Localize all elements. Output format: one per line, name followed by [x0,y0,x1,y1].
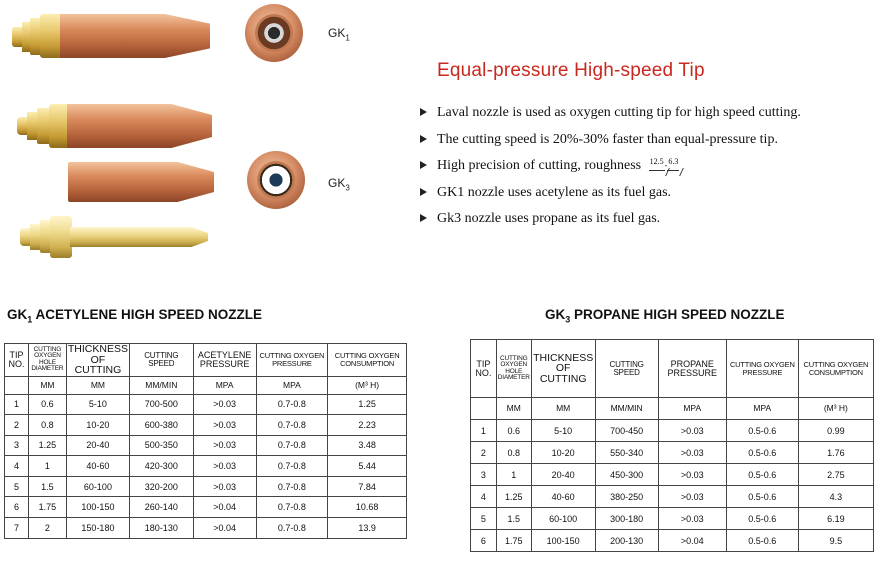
col-header-thickness: THICKNESS OF CUTTING [531,340,595,398]
gk3-face-label: $GK_3$ [328,176,350,193]
page-title: Equal-pressure High-speed Tip [437,60,705,81]
cell-thickness: 40-60 [66,456,129,477]
cell-diameter: 1 [28,456,66,477]
unit-speed: MM/MIN [595,398,658,420]
unit-oxygen-consumption: (M³ H) [798,398,873,420]
cell-oxygen-pressure: 0.7-0.8 [256,497,328,518]
cell-oxygen-pressure: 0.5-0.6 [726,420,798,442]
cell-fuel-pressure: >0.03 [658,442,726,464]
cell-speed: 260-140 [129,497,193,518]
table-row [471,442,874,464]
cell-tip: 6 [471,530,497,552]
roughness-symbol: 12.5-6.3 [649,157,680,175]
cell-speed: 200-130 [595,530,658,552]
table-row [5,456,407,477]
cell-thickness: 60-100 [66,476,129,497]
cell-tip: 4 [471,486,497,508]
cell-speed: 600-380 [129,415,193,436]
col-header-oxygen-pressure: CUTTING OXYGEN PRESSURE [726,340,798,398]
unit-oxygen-consumption: (M³ H) [328,376,407,394]
cell-oxygen-pressure: 0.5-0.6 [726,530,798,552]
cell-tip: 5 [471,508,497,530]
table-row [471,530,874,552]
cell-fuel-pressure: >0.03 [193,476,256,497]
unit-fuel-pressure: MPA [658,398,726,420]
cell-thickness: 10-20 [531,442,595,464]
unit-tip [471,398,497,420]
feature-item: Gk3 nozzle uses propane as its fuel gas. [418,210,801,237]
feature-item: High precision of cutting, roughness 12.5-6.3 [418,157,801,184]
col-header-oxygen-consumption: CUTTING OXYGEN CONSUMPTION [798,340,873,398]
col-header-fuel-pressure: PROPANE PRESSURE [658,340,726,398]
cell-diameter: 1.5 [28,476,66,497]
cell-tip: 4 [5,456,29,477]
cell-oxygen-pressure: 0.7-0.8 [256,435,328,456]
table-row [471,464,874,486]
col-header-oxygen-consumption: CUTTING OXYGEN CONSUMPTION [328,344,407,377]
col-header-oxygen-pressure: CUTTING OXYGEN PRESSURE [256,344,328,377]
cell-thickness: 60-100 [531,508,595,530]
cell-thickness: 5-10 [66,394,129,415]
cell-thickness: 40-60 [531,486,595,508]
cell-fuel-pressure: >0.03 [658,464,726,486]
cell-oxygen-pressure: 0.7-0.8 [256,394,328,415]
bullet-arrow-icon [420,108,427,116]
cell-diameter: 1 [496,464,531,486]
bullet-arrow-icon [420,214,427,222]
cell-oxygen-consumption: 1.76 [798,442,873,464]
cell-tip: 7 [5,518,29,539]
table-row [471,486,874,508]
table-row [5,476,407,497]
cell-thickness: 5-10 [531,420,595,442]
cell-oxygen-consumption: 5.44 [328,456,407,477]
cell-oxygen-pressure: 0.7-0.8 [256,518,328,539]
cell-fuel-pressure: >0.03 [658,420,726,442]
cell-fuel-pressure: >0.03 [658,486,726,508]
cell-tip: 2 [471,442,497,464]
cell-thickness: 100-150 [531,530,595,552]
unit-speed: MM/MIN [129,376,193,394]
cell-tip: 6 [5,497,29,518]
feature-item: GK1 nozzle uses acetylene as its fuel gas. [418,184,801,211]
cell-fuel-pressure: >0.03 [193,456,256,477]
unit-tip [5,376,29,394]
unit-diameter: MM [28,376,66,394]
cell-oxygen-pressure: 0.7-0.8 [256,456,328,477]
col-header-tip: TIP NO. [5,344,29,377]
unit-thickness: MM [531,398,595,420]
cell-thickness: 100-150 [66,497,129,518]
cell-oxygen-pressure: 0.7-0.8 [256,415,328,436]
feature-list [418,104,801,237]
cell-diameter: 0.6 [496,420,531,442]
cell-speed: 320-200 [129,476,193,497]
col-header-tip: TIP NO. [471,340,497,398]
unit-thickness: MM [66,376,129,394]
cell-oxygen-consumption: 1.25 [328,394,407,415]
cell-fuel-pressure: >0.04 [193,518,256,539]
table-row [5,435,407,456]
cell-speed: 550-340 [595,442,658,464]
bullet-arrow-icon [420,135,427,143]
cell-diameter: 0.8 [496,442,531,464]
unit-oxygen-pressure: MPA [726,398,798,420]
cell-oxygen-pressure: 0.5-0.6 [726,464,798,486]
cell-speed: 700-450 [595,420,658,442]
cell-oxygen-consumption: 13.9 [328,518,407,539]
cell-diameter: 2 [28,518,66,539]
cell-tip: 1 [471,420,497,442]
table-row [5,518,407,539]
col-header-diameter: CUTTING OXYGEN HOLE DIAMETER [496,340,531,398]
cell-speed: 700-500 [129,394,193,415]
cell-oxygen-consumption: 6.19 [798,508,873,530]
cell-oxygen-consumption: 2.23 [328,415,407,436]
cell-diameter: 1.5 [496,508,531,530]
cell-speed: 420-300 [129,456,193,477]
col-header-thickness: THICKNESS OF CUTTING [67,343,128,376]
cell-diameter: 1.25 [496,486,531,508]
cell-speed: 380-250 [595,486,658,508]
cell-diameter: 0.8 [28,415,66,436]
cell-diameter: 1.75 [496,530,531,552]
cell-speed: 180-130 [129,518,193,539]
cell-oxygen-consumption: 7.84 [328,476,407,497]
unit-oxygen-pressure: MPA [256,376,328,394]
cell-tip: 3 [5,435,29,456]
feature-item: The cutting speed is 20%-30% faster than equal-pressure tip. [418,131,801,158]
unit-diameter: MM [496,398,531,420]
gk3-table-title: $GK_3$ PROPANE HIGH SPEED NOZZLE [545,307,785,325]
cell-diameter: 0.6 [28,394,66,415]
cell-oxygen-pressure: 0.5-0.6 [726,508,798,530]
table-row [5,497,407,518]
cell-fuel-pressure: >0.04 [193,497,256,518]
table-row [471,508,874,530]
cell-tip: 3 [471,464,497,486]
cell-thickness: 20-40 [66,435,129,456]
table-row [5,415,407,436]
gk3-spec-table [470,339,874,552]
cell-oxygen-consumption: 9.5 [798,530,873,552]
unit-fuel-pressure: MPA [193,376,256,394]
cell-oxygen-consumption: 2.75 [798,464,873,486]
cell-tip: 2 [5,415,29,436]
cell-oxygen-pressure: 0.5-0.6 [726,486,798,508]
cell-fuel-pressure: >0.03 [658,508,726,530]
cell-thickness: 20-40 [531,464,595,486]
cell-fuel-pressure: >0.04 [658,530,726,552]
cell-oxygen-pressure: 0.5-0.6 [726,442,798,464]
cell-fuel-pressure: >0.03 [193,394,256,415]
cell-fuel-pressure: >0.03 [193,415,256,436]
col-header-diameter: CUTTING OXYGEN HOLE DIAMETER [28,344,66,377]
cell-oxygen-pressure: 0.7-0.8 [256,476,328,497]
cell-oxygen-consumption: 3.48 [328,435,407,456]
cell-tip: 5 [5,476,29,497]
cell-thickness: 150-180 [66,518,129,539]
gk1-table-title: $GK_1$ ACETYLENE HIGH SPEED NOZZLE [7,307,263,325]
col-header-speed: CUTTING SPEED [129,344,193,377]
cell-fuel-pressure: >0.03 [193,435,256,456]
gk1-face-label: $GK_1$ [328,26,350,43]
cell-speed: 300-180 [595,508,658,530]
cell-tip: 1 [5,394,29,415]
col-header-fuel-pressure: ACETYLENE PRESSURE [193,344,256,377]
feature-item: Laval nozzle is used as oxygen cutting tip for high speed cutting. [418,104,801,131]
cell-diameter: 1.25 [28,435,66,456]
cell-diameter: 1.75 [28,497,66,518]
table-row [5,394,407,415]
bullet-arrow-icon [420,161,427,169]
cell-oxygen-consumption: 4.3 [798,486,873,508]
cell-speed: 450-300 [595,464,658,486]
cell-thickness: 10-20 [66,415,129,436]
cell-speed: 500-350 [129,435,193,456]
table-row [471,420,874,442]
gk1-spec-table [4,343,407,539]
cell-oxygen-consumption: 10.68 [328,497,407,518]
col-header-speed: CUTTING SPEED [595,340,658,398]
bullet-arrow-icon [420,188,427,196]
cell-oxygen-consumption: 0.99 [798,420,873,442]
